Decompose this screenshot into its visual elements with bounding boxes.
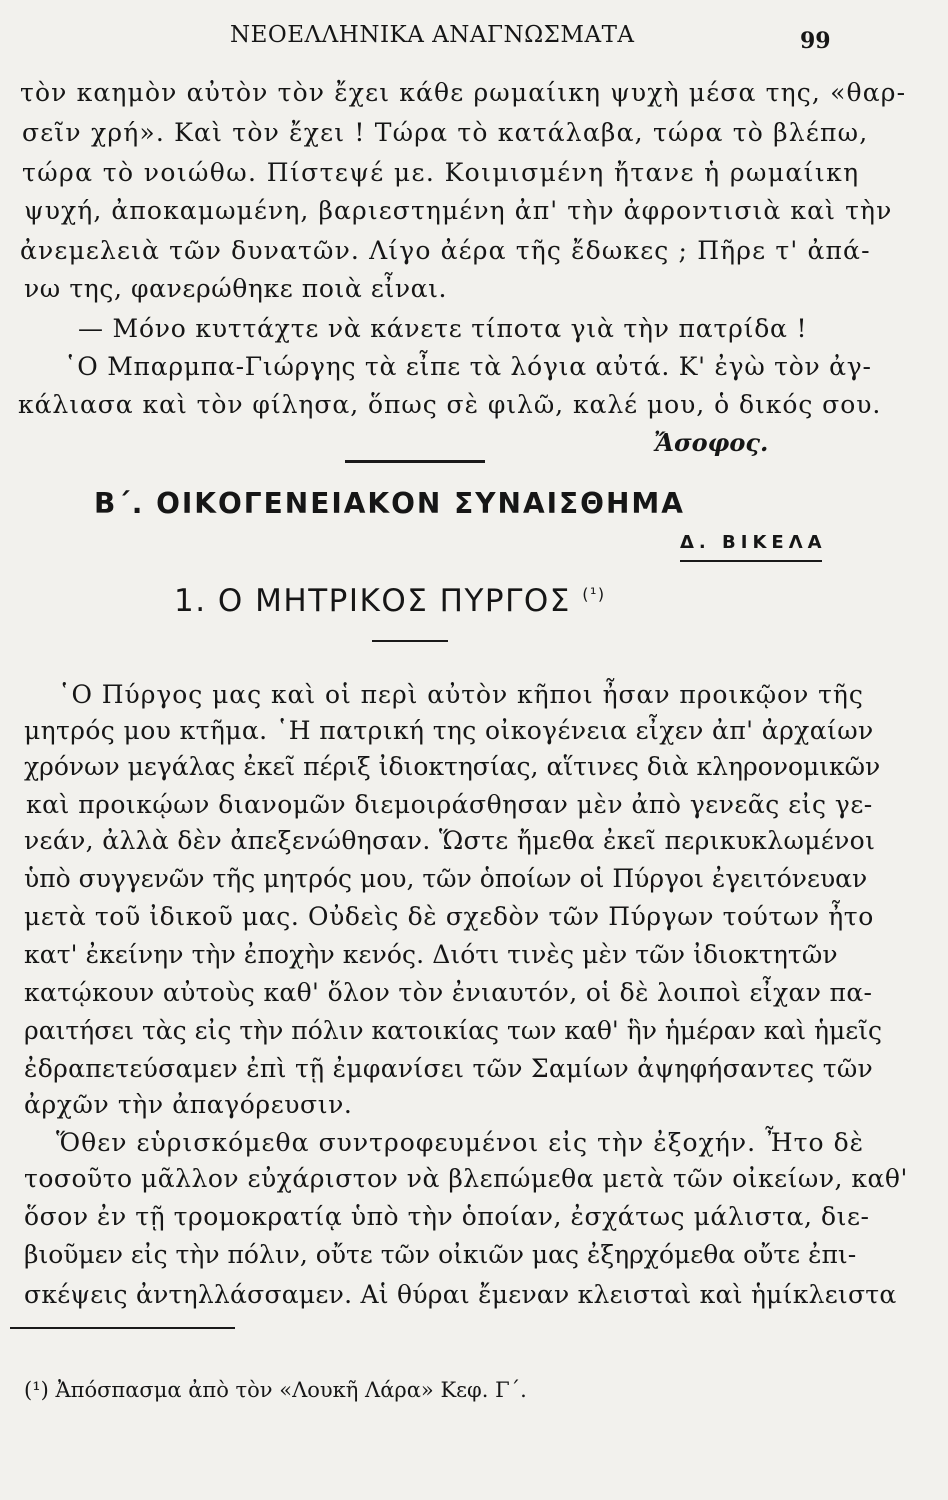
text-line: ἐδραπετεύσαμεν ἐπὶ τῇ ἐμφανίσει τῶν Σαμίων ἀψηφήσαντες τῶν: [24, 1054, 874, 1083]
text-line: νεάν, ἀλλὰ δὲν ἀπεξενώθησαν. Ὥστε ἤμεθα ἐκεῖ περικυκλωμένοι: [24, 826, 876, 855]
text-line: ἀνεμελειὰ τῶν δυνατῶν. Λίγο ἀέρα τῆς ἔδωκες ; Πῆρε τ' ἀπά-: [20, 236, 871, 265]
text-line: κατῴκουν αὐτοὺς καθ' ὅλον τὸν ἐνιαυτόν, οἱ δὲ λοιποὶ εἶχαν πα-: [24, 978, 873, 1007]
text-line: χρόνων μεγάλας ἐκεῖ πέριξ ἰδιοκτησίας, αἵτινες διὰ κληρονομικῶν: [24, 752, 881, 781]
text-line: ῾Ο Πύργος μας καὶ οἱ περὶ αὐτὸν κῆποι ἦσαν προικῷον τῆς: [58, 680, 864, 709]
text-line: μητρός μου κτῆμα. ῾Η πατρική της οἰκογένεια εἶχεν ἀπ' ἀρχαίων: [24, 716, 874, 745]
footnote-text: (¹) Ἀπόσπασμα ἀπὸ τὸν «Λουκῆ Λάρα» Κεφ. Γ΄.: [24, 1378, 527, 1402]
section-author: Δ. ΒΙΚΕΛΑ: [680, 532, 827, 553]
text-line: ραιτήσει τὰς εἰς τὴν πόλιν κατοικίας των καθ' ἣν ἡμέραν καὶ ἡμεῖς: [24, 1016, 882, 1045]
section-divider: [345, 460, 485, 463]
text-line: τὸν καημὸν αὐτὸν τὸν ἔχει κάθε ρωμαίικη ψυχὴ μέσα της, «θαρ-: [20, 78, 907, 107]
text-line: τοσοῦτο μᾶλλον εὐχάριστον νὰ βλεπώμεθα μετὰ τῶν οἰκείων, καθ': [24, 1164, 908, 1193]
text-line: νω της, φανερώθηκε ποιὰ εἶναι.: [24, 274, 448, 303]
text-line: βιοῦμεν εἰς τὴν πόλιν, οὔτε τῶν οἰκιῶν μας ἐξηρχόμεθα οὔτε ἐπι-: [24, 1240, 857, 1269]
author-underline: [680, 560, 822, 562]
text-line: καὶ προικῴων διανομῶν διεμοιράσθησαν μὲν ἀπὸ γενεᾶς εἰς γε-: [26, 790, 873, 819]
text-line: τώρα τὸ νοιώθω. Πίστεψέ με. Κοιμισμένη ἤτανε ἡ ρωμαίικη: [22, 158, 860, 187]
page-number: 99: [800, 28, 831, 54]
text-line: ὅσον ἐν τῇ τρομοκρατίᾳ ὑπὸ τὴν ὁποίαν, ἐσχάτως μάλιστα, διε-: [24, 1202, 870, 1231]
text-line: μετὰ τοῦ ἰδικοῦ μας. Οὐδεὶς δὲ σχεδὸν τῶν Πύργων τούτων ἦτο: [24, 902, 874, 931]
chapter-title: 1. Ο ΜΗΤΡΙΚΟΣ ΠΥΡΓΟΣ: [174, 583, 571, 619]
text-line: Ὅθεν εὑρισκόμεθα συντροφευμένοι εἰς τὴν ἐξοχήν. Ἦτο δὲ: [56, 1128, 865, 1157]
text-line: σεῖν χρή». Καὶ τὸν ἔχει ! Τώρα τὸ κατάλαβα, τώρα τὸ βλέπω,: [22, 118, 869, 147]
author-signature: Ἄσοφος.: [654, 428, 769, 457]
text-line: σκέψεις ἀντηλλάσσαμεν. Αἱ θύραι ἔμεναν κλεισταὶ καὶ ἡμίκλειστα: [24, 1280, 897, 1309]
text-line: ἀρχῶν τὴν ἀπαγόρευσιν.: [24, 1090, 353, 1119]
text-line: ψυχή, ἀποκαμωμένη, βαριεστημένη ἀπ' τὴν ἀφροντισιὰ καὶ τὴν: [24, 196, 893, 225]
text-line: κατ' ἐκείνην τὴν ἐποχὴν κενός. Διότι τινὲς μὲν τῶν ἰδιοκτητῶν: [24, 940, 838, 969]
running-title: ΝΕΟΕΛΛΗΝΙΚΑ ΑΝΑΓΝΩΣΜΑΤΑ: [230, 22, 635, 48]
text-line: κάλιασα καὶ τὸν φίλησα, ὅπως σὲ φιλῶ, καλέ μου, ὁ δικός σου.: [18, 390, 882, 419]
section-heading: Β΄. ΟΙΚΟΓΕΝΕΙΑΚΟΝ ΣΥΝΑΙΣΘΗΜΑ: [94, 487, 685, 520]
chapter-heading: [174, 583, 606, 619]
footnote-rule: [10, 1327, 235, 1329]
text-line: ῾Ο Μπαρμπα-Γιώργης τὰ εἶπε τὰ λόγια αὐτά. Κ' ἐγὼ τὸν ἀγ-: [64, 352, 872, 381]
text-line: ὑπὸ συγγενῶν τῆς μητρός μου, τῶν ὁποίων οἱ Πύργοι ἐγειτόνευαν: [24, 864, 868, 893]
footnote-marker: (¹): [582, 584, 606, 604]
chapter-divider: [372, 640, 448, 642]
dialogue-line: — Μόνο κυττάχτε νὰ κάνετε τίποτα γιὰ τὴν πατρίδα !: [78, 314, 808, 343]
